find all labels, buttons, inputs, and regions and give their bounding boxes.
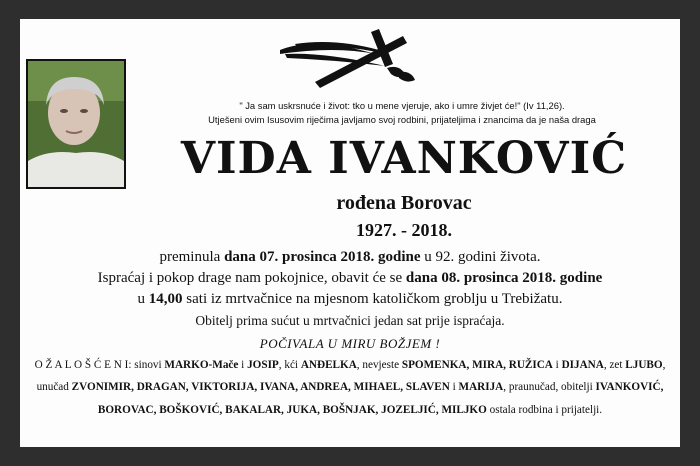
mourner-text: , kći <box>278 359 301 371</box>
mourner-text: , zet <box>603 359 626 371</box>
quote-line-2: Utješeni ovim Isusovim riječima javljamo svoj rodbini, prijateljima i znancima da je naša draga <box>208 114 596 125</box>
mourner-text: i <box>552 359 562 371</box>
mourner-names: SPOMENKA, MIRA, RUŽICA <box>401 359 553 371</box>
funeral-date: dana 08. prosinca 2018. godine <box>405 270 603 286</box>
mourner-text: ostala rodbina i prijatelji. <box>486 404 603 416</box>
mourner-names: ZVONIMIR, DRAGAN, VIKTORIJA, IVANA, ANDREA, MIHAEL, SLAVEN <box>71 381 450 393</box>
mourners-row-3 <box>30 400 670 420</box>
mourner-text: unučad <box>36 381 72 393</box>
mourner-names: LJUBO <box>625 359 663 371</box>
mourner-text: i <box>238 359 248 371</box>
mourners-row-2 <box>30 377 670 397</box>
text: preminula <box>159 249 225 265</box>
funeral-date-line <box>20 268 680 288</box>
cross-with-palm-icon <box>275 24 425 89</box>
mourner-names: MARIJA <box>458 381 504 393</box>
portrait-image <box>28 61 124 187</box>
portrait-photo <box>26 59 126 189</box>
funeral-time: 14,00 <box>148 291 183 307</box>
maiden-name: rođena Borovac <box>336 192 472 214</box>
mourner-text: O Ž A L O Š Ć E N I: sinovi <box>34 359 165 371</box>
rest-in-peace: POČIVALA U MIRU BOŽJEM ! <box>259 336 441 351</box>
mourner-names: BOROVAC, BOŠKOVIĆ, BAKALAR, JUKA, BOŠNJAK, JOZELJIĆ, MILJKO <box>97 404 487 416</box>
mourner-names: IVANKOVIĆ, <box>595 381 664 393</box>
mourners-row-1 <box>30 355 670 375</box>
mourner-names: ANĐELKA <box>300 359 357 371</box>
mourner-names: MARKO-Mače <box>164 359 239 371</box>
death-date-line <box>20 247 680 267</box>
obituary-card <box>20 19 680 447</box>
mourner-names: JOSIP <box>247 359 279 371</box>
text: u <box>137 291 149 307</box>
mourner-text: , nevjeste <box>356 359 402 371</box>
text: Ispraćaj i pokop drage nam pokojnice, obavit će se <box>97 270 406 286</box>
deceased-name: VIDA IVANKOVIĆ <box>180 133 628 184</box>
life-years: 1927. - 2018. <box>356 220 452 240</box>
bible-quote <box>128 99 676 127</box>
funeral-time-line <box>20 289 680 309</box>
mourner-text: , praunučad, obitelji <box>503 381 596 393</box>
text: sati iz mrtvačnice na mjesnom katoličkom groblju u Trebižatu. <box>182 291 563 307</box>
death-date: dana 07. prosinca 2018. godine <box>224 249 421 265</box>
mourner-text: i <box>449 381 459 393</box>
mourner-names: DIJANA <box>561 359 604 371</box>
quote-line-1: " Ja sam uskrsnuće i život: tko u mene vjeruje, ako i umre živjet će!" (Iv 11,26). <box>239 100 565 111</box>
text: u 92. godini života. <box>420 249 541 265</box>
mourner-text: , <box>662 359 666 371</box>
condolence-line: Obitelj prima sućut u mrtvačnici jedan sat prije ispraćaja. <box>195 313 505 328</box>
